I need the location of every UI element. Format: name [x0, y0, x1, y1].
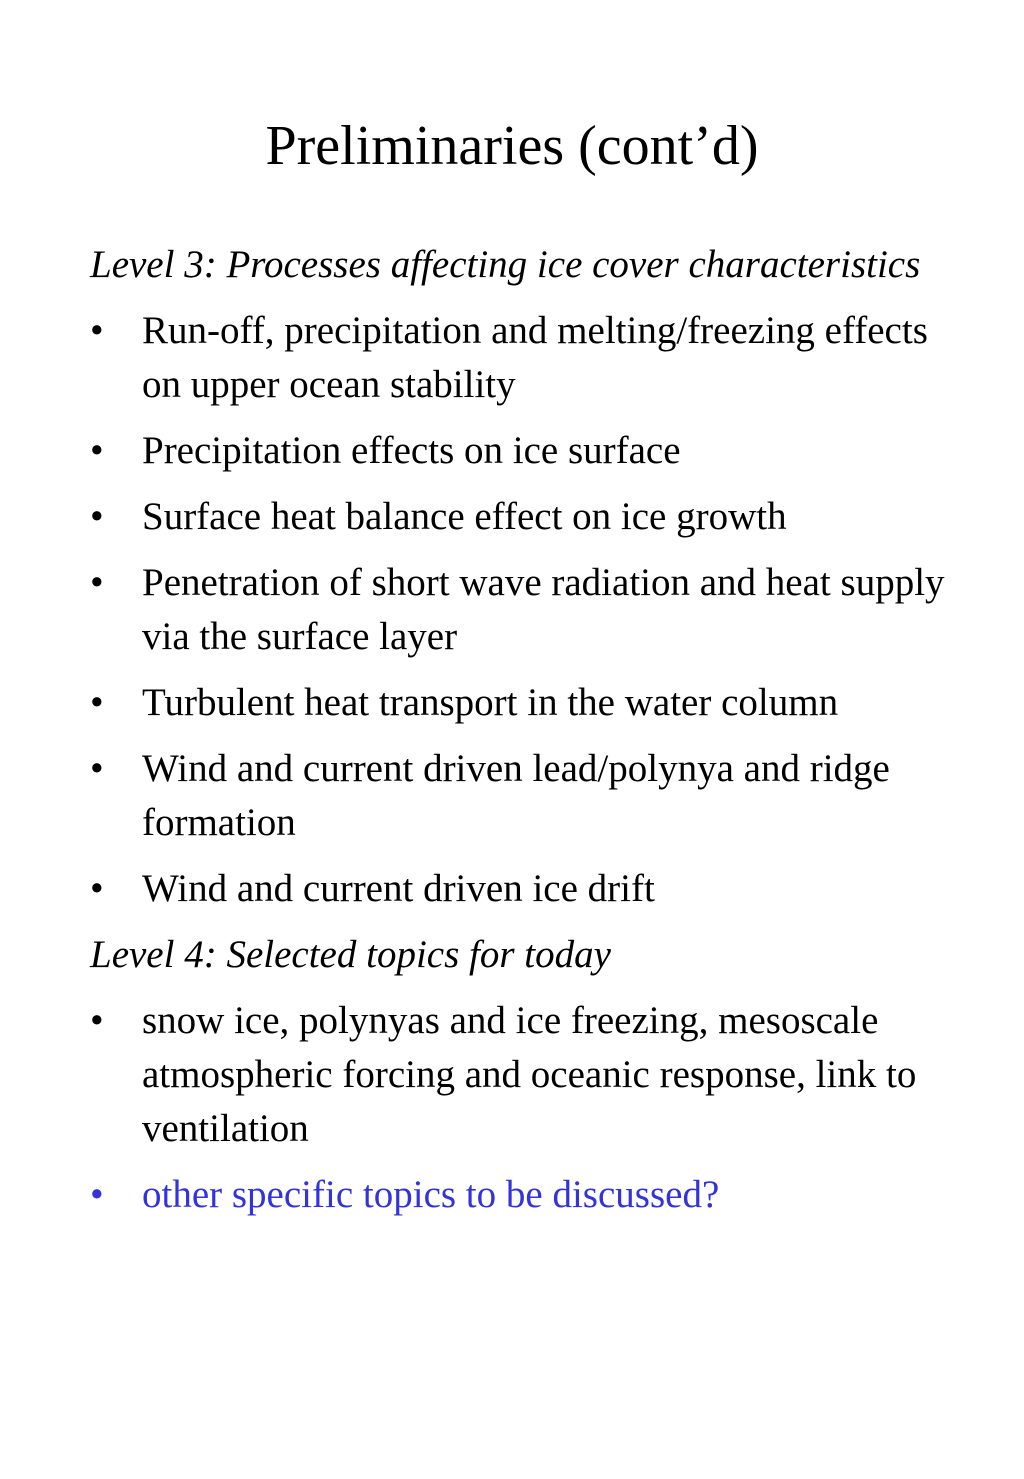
level-3-heading: Level 3: Processes affecting ice cover characteristics — [90, 243, 921, 286]
list-item-text: Penetration of short wave radiation and heat supply via the surface layer — [142, 561, 945, 658]
list-item-text: Surface heat balance effect on ice growth — [142, 495, 787, 538]
list-item-text: snow ice, polynyas and ice freezing, mesoscale atmospheric forcing and oceanic response, link to ventilation — [142, 999, 917, 1150]
bullet-icon: • — [90, 867, 104, 910]
bullet-icon: • — [90, 681, 104, 724]
slide-content — [90, 238, 970, 1234]
list-item — [90, 556, 970, 664]
list-item-highlighted — [90, 1168, 970, 1222]
list-item-text: Run-off, precipitation and melting/freezing effects on upper ocean stability — [142, 309, 928, 406]
slide-title: Preliminaries (cont’d) — [265, 115, 759, 177]
list-item — [90, 490, 970, 544]
list-item — [90, 742, 970, 850]
bullet-icon: • — [90, 561, 104, 604]
bullet-icon: • — [90, 1173, 104, 1216]
bullet-icon: • — [90, 495, 104, 538]
list-item-text: Turbulent heat transport in the water column — [142, 681, 839, 724]
level-4-heading: Level 4: Selected topics for today — [90, 933, 611, 976]
list-item-text: Wind and current driven ice drift — [142, 867, 655, 910]
level-3-list — [90, 304, 970, 916]
list-item — [90, 862, 970, 916]
list-item — [90, 994, 970, 1156]
bullet-icon: • — [90, 999, 104, 1042]
level-4-list — [90, 994, 970, 1222]
bullet-icon: • — [90, 747, 104, 790]
bullet-icon: • — [90, 429, 104, 472]
bullet-icon: • — [90, 309, 104, 352]
list-item-text: other specific topics to be discussed? — [142, 1173, 720, 1216]
list-item-text: Wind and current driven lead/polynya and ridge formation — [142, 747, 890, 844]
list-item — [90, 676, 970, 730]
list-item — [90, 424, 970, 478]
list-item — [90, 304, 970, 412]
list-item-text: Precipitation effects on ice surface — [142, 429, 681, 472]
